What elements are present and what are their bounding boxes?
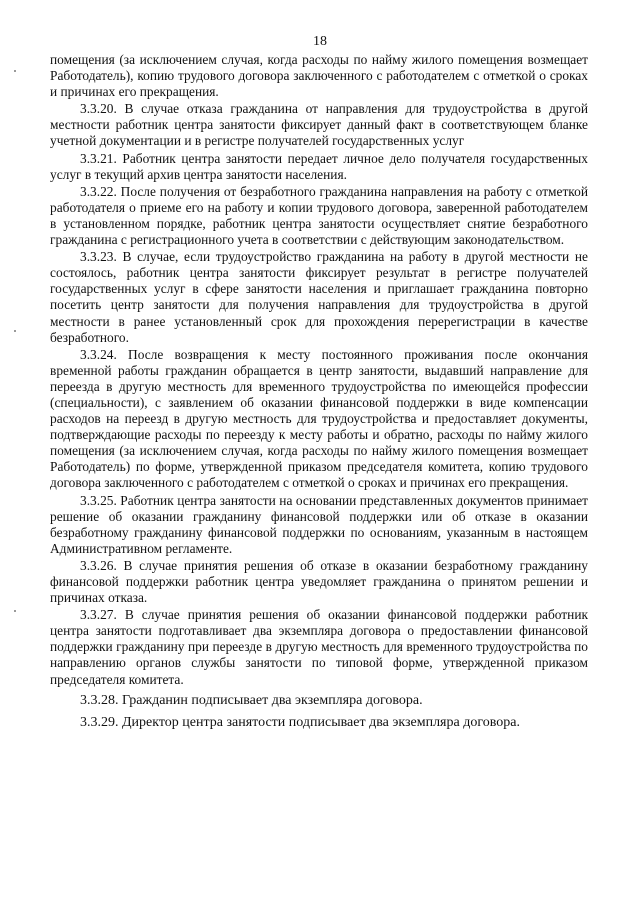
paragraph-3-3-23: 3.3.23. В случае, если трудоустройство гражданина на работу в другой местности не состоялось, работник центра занятости фиксирует результат в регистре получателей государственных услуг в сфере занятости населения и приглашает гражданина повторно посетить центр занятости для получения направления для трудоустройства в другой местности в ранее установленный срок для прохождения перерегистрации в качестве безработного.	[50, 249, 588, 345]
page-number: 18	[313, 34, 327, 49]
paragraph-3-3-27: 3.3.27. В случае принятия решения об оказании финансовой поддержки работник центра занятости подготавливает два экземпляра договора о предоставлении финансовой поддержки гражданину при переезде в другую местность для временного трудоустройства по направлению органов службы занятости по типовой форме, утвержденной приказом председателя комитета.	[50, 607, 588, 687]
paragraph-3-3-20: 3.3.20. В случае отказа гражданина от направления для трудоустройства в другой местности работник центра занятости фиксирует данный факт в соответствующем бланке учетной документации и в регистре получателей государственных услуг	[50, 101, 588, 149]
paragraph-3-3-22: 3.3.22. После получения от безработного гражданина направления на работу с отметкой работодателя о приеме его на работу и копии трудового договора, заверенной работодателем в установленном порядке, работник центра занятости осуществляет снятие безработного гражданина с регистрационного учета в соответствии с действующим законодательством.	[50, 183, 588, 248]
scan-margin-mark	[14, 610, 16, 612]
scan-margin-mark	[14, 70, 16, 72]
paragraph-continuation: помещения (за исключением случая, когда расходы по найму жилого помещения возмещает Работодатель), копию трудового договора заключенного с работодателем с отметкой о сроках и причинах его прекращения.	[50, 52, 588, 100]
paragraph-3-3-26: 3.3.26. В случае принятия решения об отказе в оказании безработному гражданину финансовой поддержки работник центра уведомляет гражданина о принятом решении и причинах отказа.	[50, 557, 588, 606]
paragraph-3-3-29: 3.3.29. Директор центра занятости подписывает два экземпляра договора.	[80, 714, 520, 730]
paragraph-3-3-28: 3.3.28. Гражданин подписывает два экземпляра договора.	[80, 692, 423, 708]
paragraph-3-3-21: 3.3.21. Работник центра занятости передает личное дело получателя государственных услуг в текущий архив центра занятости населения.	[50, 150, 588, 182]
paragraph-3-3-24: 3.3.24. После возвращения к месту постоянного проживания после окончания временной работы гражданин обращается в центр занятости, выдавший направление для переезда в другую местность для временного трудоустройства по имеющейся профессии (специальности), с заявлением об оказании финансовой поддержки в виде компенсации расходов на переезд в другую местность для трудоустройства и предоставляет документы, подтверждающие расходы по переезду к месту работы и обратно, расходы по найму жилого помещения (за исключением случая, когда расходы по найму жилого помещения возмещает Работодатель) по форме, утвержденной приказом председателя комитета, копию трудового договора заключенного с работодателем с отметкой о сроках и причинах его прекращения.	[50, 346, 588, 491]
paragraph-3-3-25: 3.3.25. Работник центра занятости на основании представленных документов принимает решение об оказании гражданину финансовой поддержки или об отказе в оказании безработному гражданину финансовой поддержки по основаниям, указанным в настоящем Административном регламенте.	[50, 492, 588, 556]
scan-margin-mark	[14, 330, 16, 332]
document-body	[50, 52, 588, 732]
